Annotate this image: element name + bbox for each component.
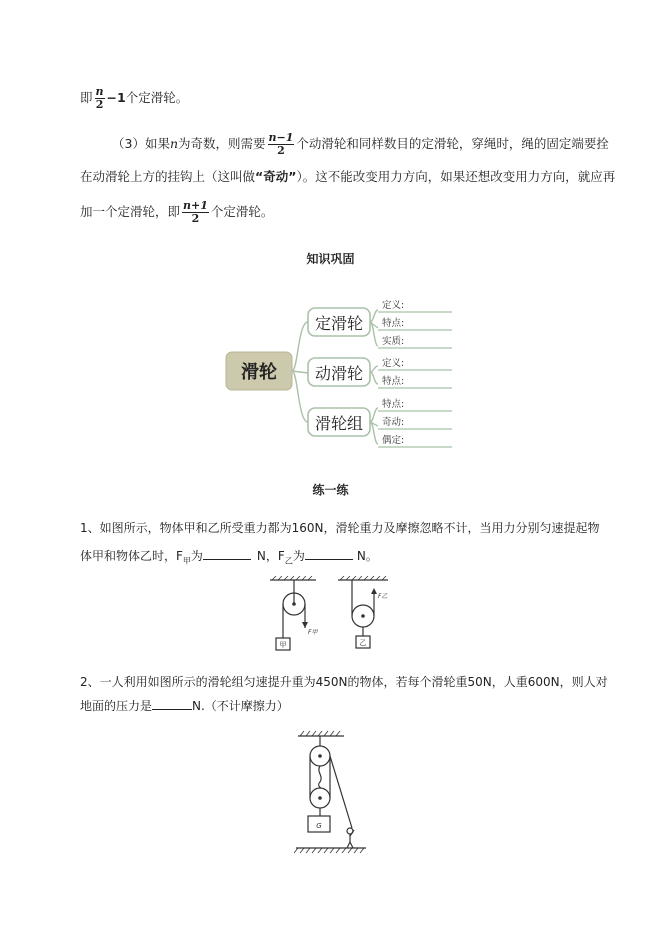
fraction-numerator: n <box>95 85 104 98</box>
person-leg <box>350 842 353 848</box>
mindmap-item-label: 实质: <box>382 336 405 347</box>
para-2-text: 个定滑轮。 <box>210 204 274 219</box>
fraction-numerator: n+1 <box>183 199 208 212</box>
rope <box>319 766 322 788</box>
question-1-figure <box>266 576 396 660</box>
fraction-n-over-2 <box>95 86 105 111</box>
para-2-bold-term: “奇动” <box>255 169 297 184</box>
mindmap-connector <box>292 322 308 371</box>
mindmap-connector <box>370 408 378 422</box>
q1-text: N。 <box>356 549 378 563</box>
mindmap-item-label: 奇动: <box>382 417 405 428</box>
movable-pulley-axle <box>318 796 322 800</box>
fraction-denominator: 2 <box>191 212 200 225</box>
pulley-a-axle <box>292 602 296 606</box>
mindmap <box>220 290 460 458</box>
rope-pull <box>330 756 352 828</box>
para-2-text: 在动滑轮上方的挂钩上（这叫做 <box>80 169 256 184</box>
person-arm <box>350 830 354 836</box>
mindmap-branch-label: 动滑轮 <box>314 364 364 383</box>
mindmap-item-label: 定义: <box>382 358 405 369</box>
question-2-line-1: 2、一人利用如图所示的滑轮组匀速提升重为450N的物体，若每个滑轮重50N，人重600N，则人对 <box>80 675 608 689</box>
mindmap-item-label: 特点: <box>382 376 405 387</box>
object-label-b: 乙 <box>359 639 367 647</box>
question-2-line-2 <box>80 697 289 715</box>
fixed-pulley-axle <box>318 754 322 758</box>
question-1-line-2 <box>80 547 378 570</box>
ground-hatch <box>294 848 364 853</box>
para-2-line-1 <box>112 132 609 157</box>
mindmap-connector <box>370 310 378 322</box>
answer-blank-f-a[interactable] <box>203 547 251 560</box>
answer-blank-pressure[interactable] <box>152 697 192 710</box>
mindmap-branch-label: 定滑轮 <box>314 314 364 333</box>
force-arrow-b <box>371 588 377 594</box>
fraction-n-minus-1-over-2 <box>268 132 295 157</box>
q2-text: N.（不计摩擦力） <box>192 699 289 713</box>
fraction-denominator: 2 <box>95 98 104 111</box>
person-leg <box>347 842 350 848</box>
pulley-b-axle <box>361 614 365 618</box>
q1-text: N，F <box>256 549 285 563</box>
answer-blank-f-b[interactable] <box>305 547 353 560</box>
q2-text: 地面的压力是 <box>80 699 153 713</box>
q1-subscript: 乙 <box>284 556 293 566</box>
q1-text: 为 <box>190 549 203 563</box>
mindmap-branch-label: 滑轮组 <box>314 414 364 433</box>
ceiling-hatch <box>300 731 340 736</box>
para-1-suffix: 个定滑轮。 <box>125 90 189 105</box>
mindmap-root-label: 滑轮 <box>241 362 277 383</box>
force-label-b: F乙 <box>378 593 388 600</box>
force-label-a: F甲 <box>308 629 318 636</box>
para-2-line-3 <box>80 200 273 225</box>
para-2-text: 个动滑轮和同样数目的定滑轮，穿绳时，绳的固定端要拴 <box>296 136 609 151</box>
mindmap-item-label: 特点: <box>382 318 405 329</box>
section-title-knowledge: 知识巩固 <box>306 252 355 266</box>
mindmap-connector <box>370 372 378 384</box>
para-1 <box>80 86 188 111</box>
fraction-numerator: n−1 <box>268 131 294 144</box>
fraction-n-plus-1-over-2 <box>182 200 209 225</box>
para-2-text: （3）如果 <box>112 136 170 151</box>
para-2-text: ）。这不能改变用力方向，如果还想改变用力方向，就应再 <box>296 169 616 184</box>
para-2-var-n: n <box>169 136 179 151</box>
mindmap-item-label: 偶定: <box>382 435 405 446</box>
para-2-text: 加一个定滑轮，即 <box>80 204 181 219</box>
para-1-prefix: 即 <box>80 90 93 105</box>
para-2-line-2 <box>80 168 615 186</box>
mindmap-connector <box>292 371 308 422</box>
mindmap-item-label: 特点: <box>382 399 405 410</box>
load-label: G <box>316 822 322 830</box>
q1-text: 体甲和物体乙时，F <box>80 549 183 563</box>
para-2-text: 为奇数，则需要 <box>178 136 266 151</box>
mindmap-connector <box>370 366 378 372</box>
q1-text: 为 <box>292 549 305 563</box>
question-2-figure <box>294 730 368 854</box>
para-1-operator: −1 <box>106 90 126 105</box>
mindmap-item-label: 定义: <box>382 300 405 311</box>
force-arrow-a <box>302 622 308 628</box>
section-title-practice: 练一练 <box>312 483 349 497</box>
q1-subscript: 甲 <box>182 556 191 566</box>
question-1-line-1: 1、如图所示，物体甲和乙所受重力都为160N，滑轮重力及摩擦忽略不计，当用力分别匀速提起物 <box>80 521 600 535</box>
fraction-denominator: 2 <box>277 144 285 157</box>
object-label-a: 甲 <box>279 641 287 649</box>
